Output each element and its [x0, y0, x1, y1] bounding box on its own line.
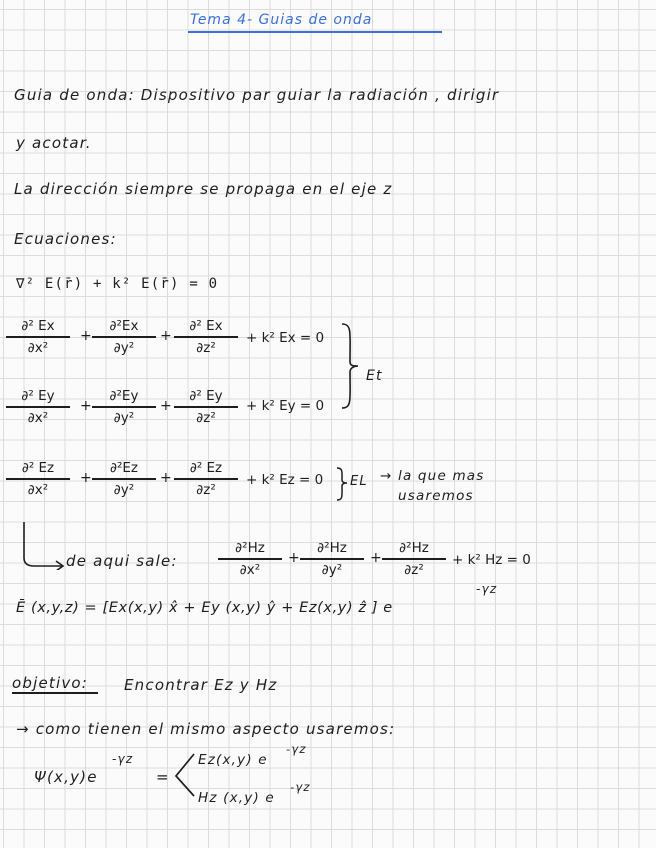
hz-term-x-num: ∂²Hz — [235, 540, 265, 556]
hz-term-y-num: ∂²Hz — [317, 540, 347, 556]
derivation-arrow-icon — [18, 520, 68, 570]
ey-term-z — [170, 388, 242, 426]
case-ez: Ez(x,y) e — [198, 752, 268, 768]
ex-term-z-den: ∂z² — [196, 339, 216, 356]
objective-label: objetivo: — [12, 674, 89, 692]
ex-term-z — [170, 318, 242, 356]
same-aspect-note: → como tienen el mismo aspecto usaremos: — [16, 720, 396, 738]
transverse-brace — [338, 322, 362, 410]
ex-term-x — [2, 318, 74, 356]
ez-equation-tail: + k² Ez = 0 — [246, 472, 324, 488]
ex-equation-tail: + k² Ex = 0 — [246, 330, 325, 346]
plus-sign: + — [160, 398, 172, 414]
hz-term-x-den: ∂x² — [239, 561, 261, 578]
ey-term-x — [2, 388, 74, 426]
ex-term-y-num: ∂²Ex — [109, 318, 139, 334]
psi-lhs: Ψ(x,y)e — [34, 768, 98, 786]
field-expression: Ē (x,y,z) = [Ex(x,y) x̂ + Ey (x,y) ŷ + Ez(x,y) ẑ ] e — [16, 600, 393, 616]
ez-term-z-num: ∂² Ez — [189, 460, 223, 476]
el-note-line-1: → la que mas — [380, 468, 485, 484]
hz-equation-tail: + k² Hz = 0 — [452, 552, 531, 568]
longitudinal-label: EL — [350, 474, 368, 489]
ey-term-x-num: ∂² Ey — [21, 388, 55, 404]
ey-term-y-num: ∂²Ey — [109, 388, 139, 404]
case-ez-exponent: -γz — [286, 742, 307, 756]
transverse-label: Et — [366, 368, 383, 384]
ez-term-x-num: ∂² Ez — [21, 460, 55, 476]
plus-sign: + — [288, 550, 300, 566]
definition-line-2: y acotar. — [16, 134, 92, 152]
ez-term-z-den: ∂z² — [196, 481, 216, 498]
page-title: Tema 4- Guias de onda — [190, 12, 373, 28]
definition-line-1: Guia de onda: Dispositivo par guiar la radiación , dirigir — [14, 86, 500, 104]
plus-sign: + — [160, 470, 172, 486]
ez-term-y-num: ∂²Ez — [109, 460, 138, 476]
psi-exponent: -γz — [112, 752, 134, 766]
helmholtz-equation: ∇² E(r̄) + k² E(r̄) = 0 — [16, 276, 219, 292]
hz-term-x — [214, 540, 286, 578]
longitudinal-brace — [334, 466, 350, 502]
ez-term-x — [2, 460, 74, 498]
ez-term-z — [170, 460, 242, 498]
ez-term-x-den: ∂x² — [27, 481, 49, 498]
psi-equals: = — [156, 768, 170, 786]
objective-underline — [12, 692, 98, 694]
direction-note: La dirección siempre se propaga en el eje z — [14, 180, 393, 198]
ex-term-z-num: ∂² Ex — [189, 318, 223, 334]
cases-bracket — [172, 752, 196, 798]
hz-term-z-num: ∂²Hz — [399, 540, 429, 556]
plus-sign: + — [160, 328, 172, 344]
hz-term-y-den: ∂y² — [321, 561, 343, 578]
case-hz: Hz (x,y) e — [198, 790, 275, 806]
ex-term-y-den: ∂y² — [113, 339, 135, 356]
ey-term-z-num: ∂² Ey — [189, 388, 223, 404]
hz-term-z-den: ∂z² — [404, 561, 424, 578]
ey-equation-tail: + k² Ey = 0 — [246, 398, 325, 414]
field-exponent: -γz — [476, 582, 498, 596]
ex-term-x-den: ∂x² — [27, 339, 49, 356]
equations-heading: Ecuaciones: — [14, 230, 117, 248]
ey-term-z-den: ∂z² — [196, 409, 216, 426]
plus-sign: + — [80, 398, 92, 414]
hz-term-y — [296, 540, 368, 578]
ez-term-y-den: ∂y² — [113, 481, 135, 498]
ex-term-y — [88, 318, 160, 356]
plus-sign: + — [80, 328, 92, 344]
ey-term-x-den: ∂x² — [27, 409, 49, 426]
plus-sign: + — [370, 550, 382, 566]
objective-text: Encontrar Ez y Hz — [124, 676, 278, 694]
title-underline — [188, 31, 442, 33]
el-note-line-2: usaremos — [398, 488, 474, 504]
ex-term-x-num: ∂² Ex — [21, 318, 55, 334]
ez-term-y — [88, 460, 160, 498]
case-hz-exponent: -γz — [290, 780, 311, 794]
ey-term-y-den: ∂y² — [113, 409, 135, 426]
derived-label: de aqui sale: — [66, 552, 178, 570]
ey-term-y — [88, 388, 160, 426]
plus-sign: + — [80, 470, 92, 486]
hz-term-z — [378, 540, 450, 578]
